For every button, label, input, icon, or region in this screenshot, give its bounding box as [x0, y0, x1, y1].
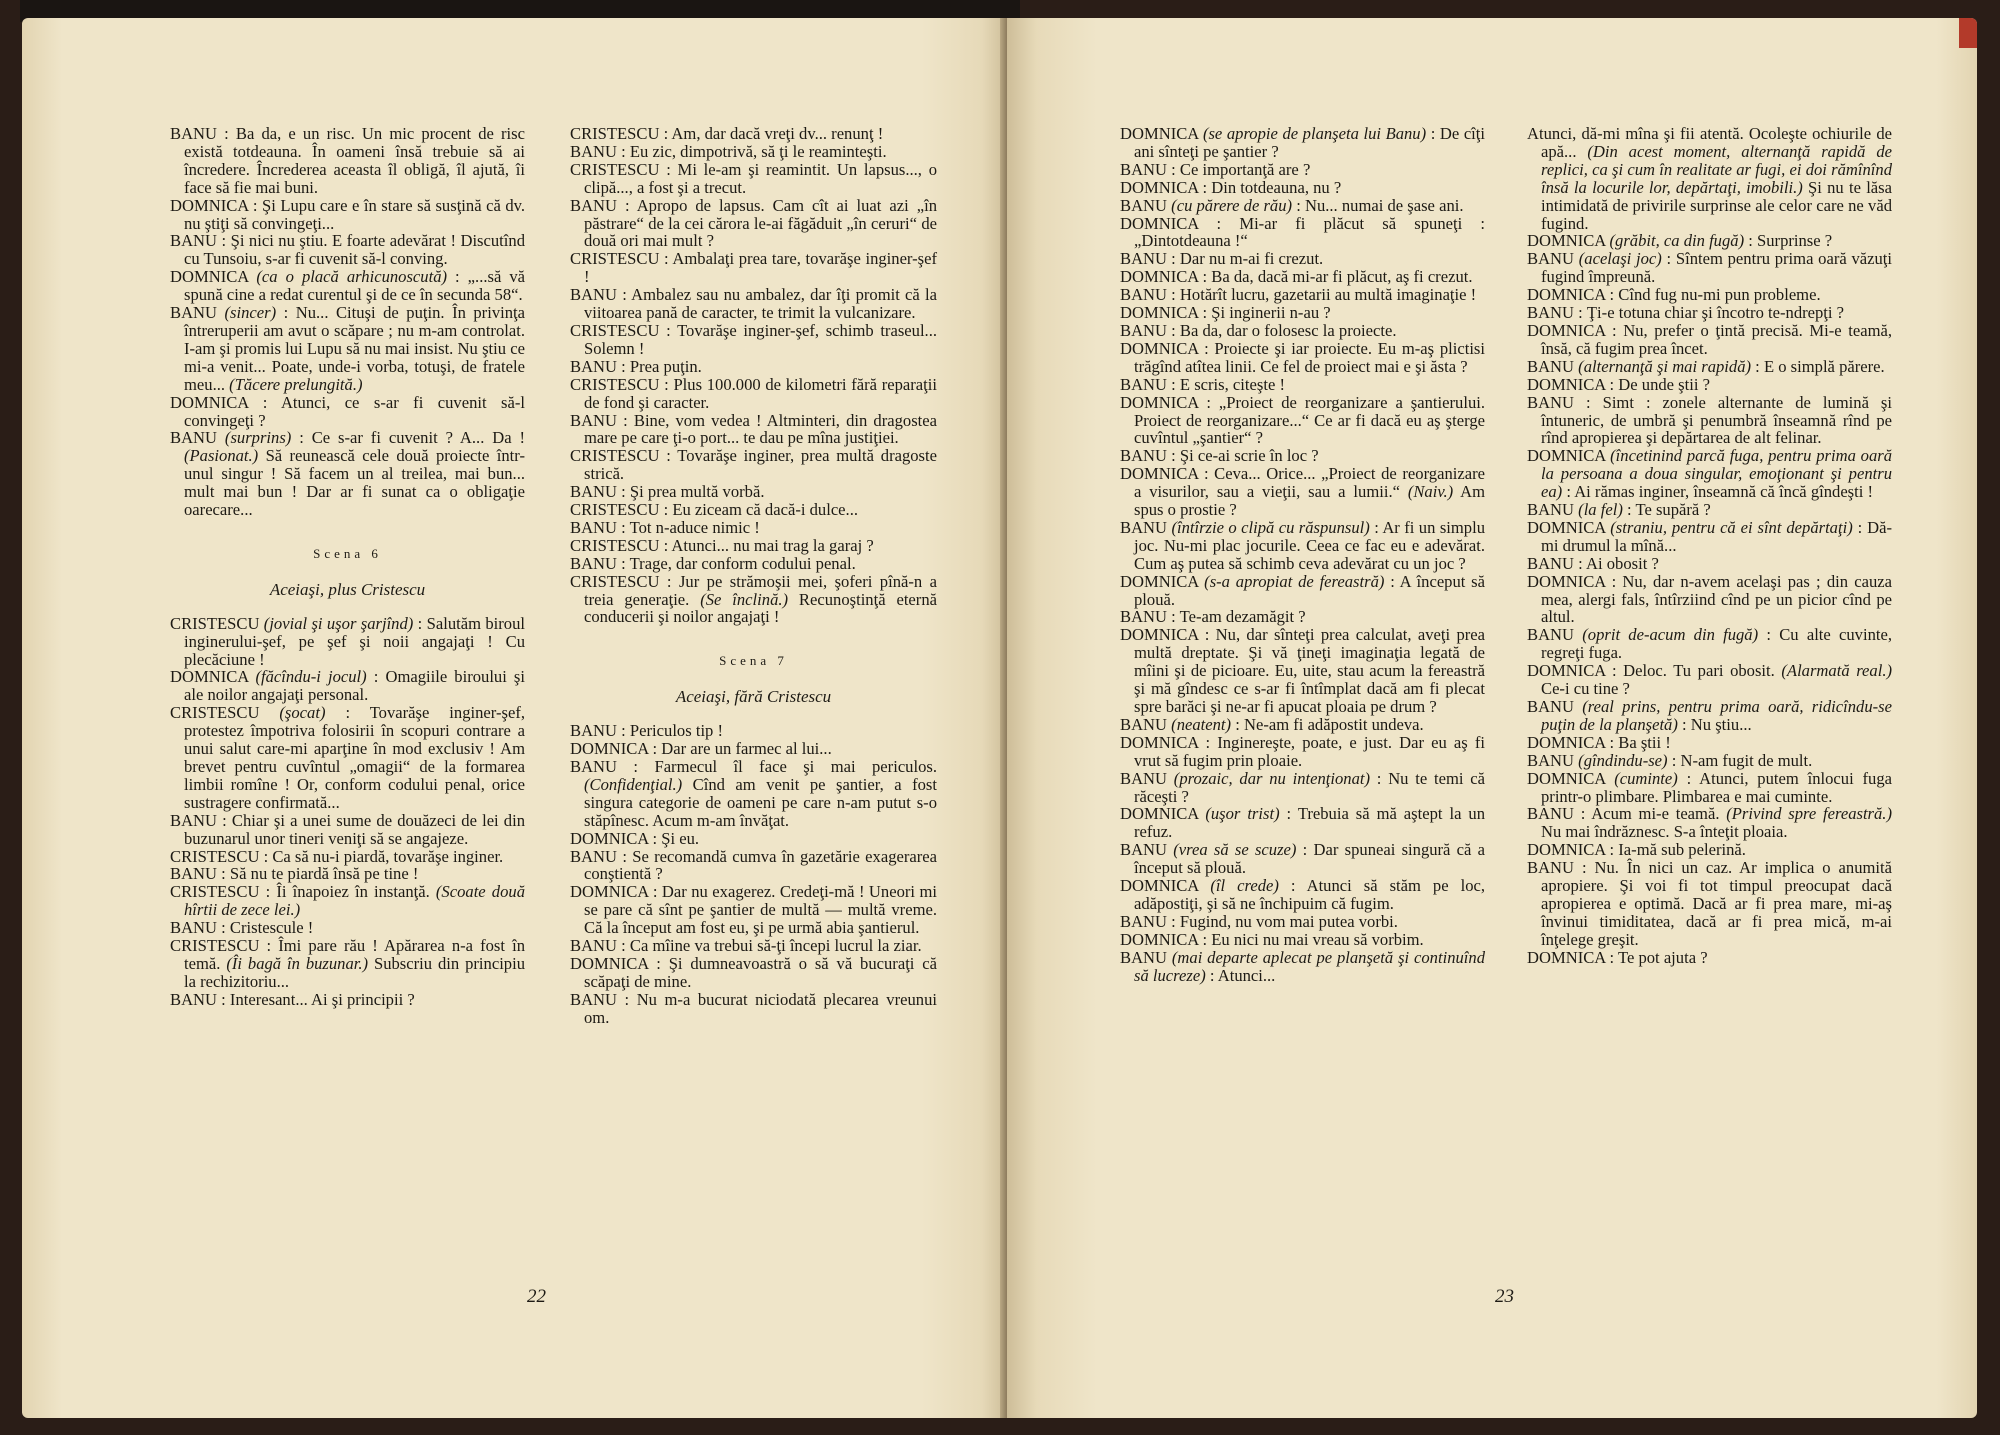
right-column-2: [1527, 125, 1892, 967]
dialogue-line: DOMNICA : Şi eu.: [570, 828, 700, 848]
dialogue-line: BANU : Şi ce-ai scrie în loc ?: [1120, 446, 1319, 466]
dialogue-line: BANU : Se recomandă cumva în gazetărie exagerarea conştientă ?: [570, 846, 937, 884]
dialogue-line: CRISTESCU : Tovarăşe inginer, prea multă dragoste strică.: [570, 446, 937, 484]
dialogue-line: DOMNICA (straniu, pentru că ei sînt depărtaţi) : Dă-mi drumul la mînă...: [1527, 517, 1893, 555]
dialogue-line: BANU : Ca mîine va trebui să-ţi începi lucrul la ziar.: [570, 936, 922, 956]
dialogue-line: CRISTESCU : Atunci... nu mai trag la garaj ?: [570, 535, 874, 555]
dialogue-line: DOMNICA (grăbit, ca din fugă) : Surprinse ?: [1527, 231, 1833, 251]
dialogue-line: CRISTESCU : Jur pe strămoşii mei, şoferi pînă-n a treia generaţie. (Se înclină.) Recunoştinţă eternă conducerii şi noilor angajaţi !: [570, 571, 937, 627]
dialogue-line: CRISTESCU : Mi le-am şi reamintit. Un lapsus..., o clipă..., a fost şi a trecut.: [570, 159, 937, 197]
dialogue-line: BANU (cu părere de rău) : Nu... numai de şase ani.: [1120, 195, 1464, 215]
dialogue-line: BANU : Te-am dezamăgit ?: [1120, 607, 1306, 627]
dialogue-line: BANU (neatent) : Ne-am fi adăpostit undeva.: [1120, 714, 1424, 734]
dialogue-line: BANU : Cristescule !: [170, 918, 314, 938]
page-number-right: 23: [1495, 1286, 1514, 1307]
dialogue-line: BANU : Apropo de lapsus. Cam cît ai luat azi „în păstrare“ de la cei cărora le-ai făgăduit „în ceruri“ de două ori mai mult ?: [570, 195, 937, 251]
dialogue-line: BANU (vrea să se scuze) : Dar spuneai singură că a început să plouă.: [1120, 840, 1485, 878]
dialogue-line: BANU : Dar nu m-ai fi crezut.: [1120, 249, 1324, 269]
dialogue-line: BANU : Eu zic, dimpotrivă, să ţi le reaminteşti.: [570, 141, 887, 161]
dialogue-line: BANU : Simt : zonele alternante de lumină şi întuneric, de umbră şi penumbră înseamnă rînd pe rînd apropierea şi depărtarea de alt felinar.: [1527, 392, 1892, 448]
dialogue-line: BANU (mai departe aplecat pe planşetă şi continuînd să lucreze) : Atunci...: [1120, 947, 1485, 985]
dialogue-line: DOMNICA (se apropie de planşeta lui Banu) : De cîţi ani sînteţi pe şantier ?: [1120, 124, 1486, 161]
dialogue-line: BANU : Tot n-aduce nimic !: [570, 517, 760, 537]
dialogue-line: DOMNICA : Şi dumneavoastră o să vă bucuraţi că scăpaţi de mine.: [570, 953, 937, 991]
dialogue-line: BANU : Să nu te piardă însă pe tine !: [170, 864, 419, 884]
dialogue-line: DOMNICA (s-a apropiat de fereastră) : A început să plouă.: [1120, 571, 1486, 609]
dialogue-line: DOMNICA : Proiecte şi iar proiecte. Eu m-aş plictisi trăgînd atîtea linii. Ce fel de proiect mai e şi ăsta ?: [1120, 338, 1485, 376]
dialogue-line: DOMNICA : Te pot ajuta ?: [1527, 947, 1708, 967]
dialogue-line: CRISTESCU : Eu ziceam că dacă-i dulce...: [570, 500, 858, 520]
dialogue-line: BANU : Acum mi-e teamă. (Privind spre fereastră.) Nu mai îndrăznesc. S-a înteţit ploaia.: [1527, 804, 1892, 842]
page-left: [22, 18, 1007, 1418]
dialogue-line: BANU : Prea puţin.: [570, 356, 702, 376]
dialogue-line: BANU : Nu m-a bucurat niciodată plecarea vreunui om.: [570, 989, 937, 1027]
dialogue-line: DOMNICA : De unde ştii ?: [1527, 374, 1710, 394]
dialogue-line: CRISTESCU : Ca să nu-i piardă, tovarăşe inginer.: [170, 846, 504, 866]
dialogue-line: BANU : Interesant... Ai şi principii ?: [170, 989, 415, 1009]
dialogue-line: BANU : Şi nici nu ştiu. E foarte adevărat ! Discutînd cu Tunsoiu, s-ar fi cuvenit să-l conving.: [170, 231, 525, 269]
bookmark-ribbon: [1959, 18, 1977, 48]
dialogue-line: BANU : Ţi-e totuna chiar şi încotro te-ndrepţi ?: [1527, 303, 1845, 323]
dialogue-line: DOMNICA : Nu, dar sînteţi prea calculat, aveţi prea multă dreptate. Şi vă ţineţi imaginaţia legată de mîini şi de picioare. Eu, uite, stau acum la fereastră şi mă gîndesc ce s-ar fi întîmplat dacă am fi plecat spre barăci şi ne-ar fi apucat ploaia pe drum ?: [1120, 625, 1485, 716]
dialogue-line: CRISTESCU : Ambalaţi prea tare, tovarăşe inginer-şef !: [570, 249, 937, 287]
dialogue-line: BANU : Ba da, dar o folosesc la proiecte.: [1120, 320, 1397, 340]
dialogue-line: BANU : Trage, dar conform codului penal.: [570, 553, 856, 573]
dialogue-line: DOMNICA : Ba ştii !: [1527, 732, 1671, 752]
dialogue-line: DOMNICA : Eu nici nu mai vreau să vorbim.: [1120, 929, 1424, 949]
dialogue-line: DOMNICA : Cînd fug nu-mi pun probleme.: [1527, 285, 1821, 305]
dialogue-line: BANU : Ce importanţă are ?: [1120, 159, 1311, 179]
dialogue-line: BANU (prozaic, dar nu intenţionat) : Nu te temi că răceşti ?: [1120, 768, 1485, 806]
dialogue-line: DOMNICA : Dar are un farmec al lui...: [570, 739, 832, 759]
dialogue-line: CRISTESCU : Îmi pare rău ! Apărarea n-a fost în temă. (Îi bagă în buzunar.) Subscriu din principiu la rechizitoriu...: [170, 936, 526, 991]
scene-subtitle: Aceiaşi, fără Cristescu: [675, 687, 832, 707]
dialogue-line: BANU (gîndindu-se) : N-am fugit de mult.: [1527, 750, 1813, 770]
dialogue-line: CRISTESCU : Îi înapoiez în instanţă. (Scoate două hîrtii de zece lei.): [170, 882, 525, 920]
scene-heading: Scena 7: [719, 653, 788, 669]
dialogue-line: DOMNICA : Mi-ar fi plăcut să spuneţi : „Dintotdeauna !“: [1120, 213, 1485, 251]
dialogue-line: DOMNICA : Din totdeauna, nu ?: [1120, 177, 1342, 197]
scene-heading: Scena 6: [313, 545, 382, 561]
dialogue-line: BANU : Chiar şi a unei sume de douăzeci de lei din buzunarul unor tineri veniţi să se angajeze.: [170, 810, 525, 848]
dialogue-line: DOMNICA : Şi Lupu care e în stare să susţină că dv. nu ştiţi să convingeţi...: [170, 195, 525, 233]
dialogue-line: DOMNICA (cuminte) : Atunci, putem înlocui fuga printr-o plimbare. Plimbarea e mai cuminte.: [1527, 768, 1893, 806]
dialogue-line: BANU (alternanţă şi mai rapidă) : E o simplă părere.: [1527, 356, 1885, 376]
dialogue-line: BANU : Ai obosit ?: [1527, 553, 1659, 573]
dialogue-line: BANU : Ambalez sau nu ambalez, dar îţi promit că la viitoarea pană de caracter, te trimit la vulcanizare.: [570, 285, 937, 323]
dialogue-line: DOMNICA : Nu, dar n-avem acelaşi pas ; din cauza mea, alergi fals, întîrziind cînd pe un picior cînd pe altul.: [1527, 571, 1892, 627]
dialogue-line: BANU (sincer) : Nu... Cituşi de puţin. În privinţa întreruperii am avut o scăpare ; nu m-am controlat. I-am şi promis lui Lupu să nu mai insist. Nu ştiu ce mi-a venit... Poate, unde-i vorba, totuşi, de fratele meu... (Tăcere prelungită.): [170, 303, 526, 394]
dialogue-line: DOMNICA : Inginereşte, poate, e just. Dar eu aş fi vrut să fugim prin ploaie.: [1120, 732, 1485, 770]
dialogue-line: BANU : Hotărît lucru, gazetarii au multă imaginaţie !: [1120, 285, 1477, 305]
dialogue-line: BANU : Farmecul îl face şi mai periculos. (Confidenţial.) Cînd am venit pe şantier, a fost singura categorie de oameni pe care n-am putut s-o stăpînesc. Acum m-am învăţat.: [570, 757, 937, 830]
dialogue-line: BANU : Ba da, e un risc. Un mic procent de risc există totdeauna. În oameni însă trebuie să ai încredere. Încrederea aceasta îl obligă, îl ajută, îi face să fie mai buni.: [170, 124, 525, 197]
dialogue-line: DOMNICA : Şi inginerii n-au ?: [1120, 303, 1331, 323]
dialogue-line: DOMNICA : Atunci, ce s-ar fi cuvenit să-l convingeţi ?: [170, 392, 525, 430]
dialogue-line: BANU (întîrzie o clipă cu răspunsul) : Ar fi un simplu joc. Nu-mi plac jocurile. Ceea ce fac eu e adevărat. Cum aş putea să schimb ceva adevărat cu un joc ?: [1120, 517, 1485, 573]
dialogue-line: DOMNICA : Dar nu exagerez. Credeţi-mă ! Uneori mi se pare că sînt pe şantier de multă — multă vreme. Că la început am fost eu, şi pe urmă abia şantierul.: [570, 882, 937, 938]
dialogue-line: DOMNICA : Ia-mă sub pelerină.: [1527, 840, 1746, 860]
dialogue-line: CRISTESCU : Tovarăşe inginer-şef, schimb traseul... Solemn !: [570, 320, 937, 358]
dialogue-line: BANU : E scris, citeşte !: [1120, 374, 1285, 394]
scene-subtitle: Aceiaşi, plus Cristescu: [269, 579, 426, 599]
dialogue-line: DOMNICA : Nu, prefer o ţintă precisă. Mi-e teamă, însă, că fugim prea încet.: [1527, 320, 1892, 358]
dialogue-line: CRISTESCU : Am, dar dacă vreţi dv... renunţ !: [570, 124, 884, 143]
dialogue-line: BANU (acelaşi joc) : Sîntem pentru prima oară văzuţi fugind împreună.: [1527, 249, 1892, 287]
dialogue-line: BANU (real prins, pentru prima oară, ridicîndu-se puţin de la planşetă) : Nu ştiu...: [1527, 697, 1892, 734]
right-column-1: [1120, 125, 1485, 985]
dialogue-line: BANU : Fugind, nu vom mai putea vorbi.: [1120, 911, 1398, 931]
dialogue-line: BANU (oprit de-acum din fugă) : Cu alte cuvinte, regreţi fuga.: [1527, 625, 1893, 663]
dialogue-line: BANU : Periculos tip !: [570, 721, 724, 741]
page-right: [1007, 18, 1977, 1418]
dialogue-line: BANU (la fel) : Te supără ?: [1527, 500, 1711, 520]
dialogue-line: DOMNICA (uşor trist) : Trebuia să mă aştept la un refuz.: [1120, 804, 1485, 842]
dialogue-line: BANU (surprins) : Ce s-ar fi cuvenit ? A... Da ! (Pasionat.) Să reunească cele două proiecte într-unul singur ! Să facem un al treilea, mai bun... mult mai bun ! Dar ar fi sunat ca o obligaţie oarecare...: [170, 428, 526, 520]
page-number-left: 22: [527, 1286, 546, 1307]
dialogue-line: DOMNICA : Ba da, dacă mi-ar fi plăcut, aş fi crezut.: [1120, 267, 1473, 287]
dialogue-line: DOMNICA : Ceva... Orice... „Proiect de reorganizare a visurilor, sau a vieţii, sau a lumii.“ (Naiv.) Am spus o prostie ?: [1120, 464, 1485, 520]
left-column-1: [170, 125, 525, 1009]
dialogue-line: CRISTESCU (jovial şi uşor şarjînd) : Salutăm biroul inginerului-şef, pe şef şi noii angajaţi ! Cu plecăciune !: [170, 613, 526, 669]
dialogue-line: Atunci, dă-mi mîna şi fii atentă. Ocoleşte ochiurile de apă... (Din acest moment, alternanţă rapidă de replici, ca şi cum în realitate ar fugi, ei doi rămînînd însă la locurile lor, depărtaţi, imobili.) Şi nu te lăsa intimidată de privirile surprinse ale celor care ne văd fugind.: [1527, 124, 1892, 233]
dialogue-line: DOMNICA (făcîndu-i jocul) : Omagiile biroului şi ale noilor angajaţi personal.: [170, 667, 525, 705]
dialogue-line: BANU : Nu. În nici un caz. Ar implica o anumită apropiere. Şi voi fi tot timpul preocupat dacă apropierea e optimă. Dacă ar fi prea mare, mi-aş învinui timiditatea, dacă ar fi prea mică, m-ai înţelege greşit.: [1527, 858, 1892, 949]
left-column-2: [570, 125, 937, 1027]
dialogue-line: DOMNICA (ca o placă arhicunoscută) : „...să vă spună cine a redat curentul şi de ce în secunda 58“.: [170, 267, 526, 305]
dialogue-line: DOMNICA : „Proiect de reorganizare a şantierului. Proiect de reorganizare...“ Ce ar fi dacă eu aş şterge cuvîntul „şantier“ ?: [1120, 392, 1485, 448]
dialogue-line: DOMNICA (încetinind parcă fuga, pentru prima oară la persoana a doua singular, emoţionant şi pentru ea) : Ai rămas inginer, înseamnă că încă gîndeşti !: [1527, 446, 1892, 502]
dialogue-line: DOMNICA (îl crede) : Atunci să stăm pe loc, adăpostiţi, şi să ne închipuim că fugim.: [1120, 876, 1486, 913]
dialogue-line: CRISTESCU : Plus 100.000 de kilometri fără reparaţii de fond şi caracter.: [570, 374, 937, 412]
dialogue-line: CRISTESCU (şocat) : Tovarăşe inginer-şef, protestez împotriva folosirii în scopuri contrare a unui salut care-mi aparţine în mod exclusiv ! Am brevet pentru cuvîntul „omagii“ de la formarea limbii romîne ! Or, conform codului penal, orice sustragere confirmată...: [170, 703, 526, 812]
dialogue-line: BANU : Bine, vom vedea ! Altminteri, din dragostea mare pe care ţi-o port... te dau pe mîna justiţiei.: [570, 410, 937, 448]
dialogue-line: DOMNICA : Deloc. Tu pari obosit. (Alarmată real.) Ce-i cu tine ?: [1527, 661, 1893, 699]
dialogue-line: BANU : Şi prea multă vorbă.: [570, 482, 765, 502]
